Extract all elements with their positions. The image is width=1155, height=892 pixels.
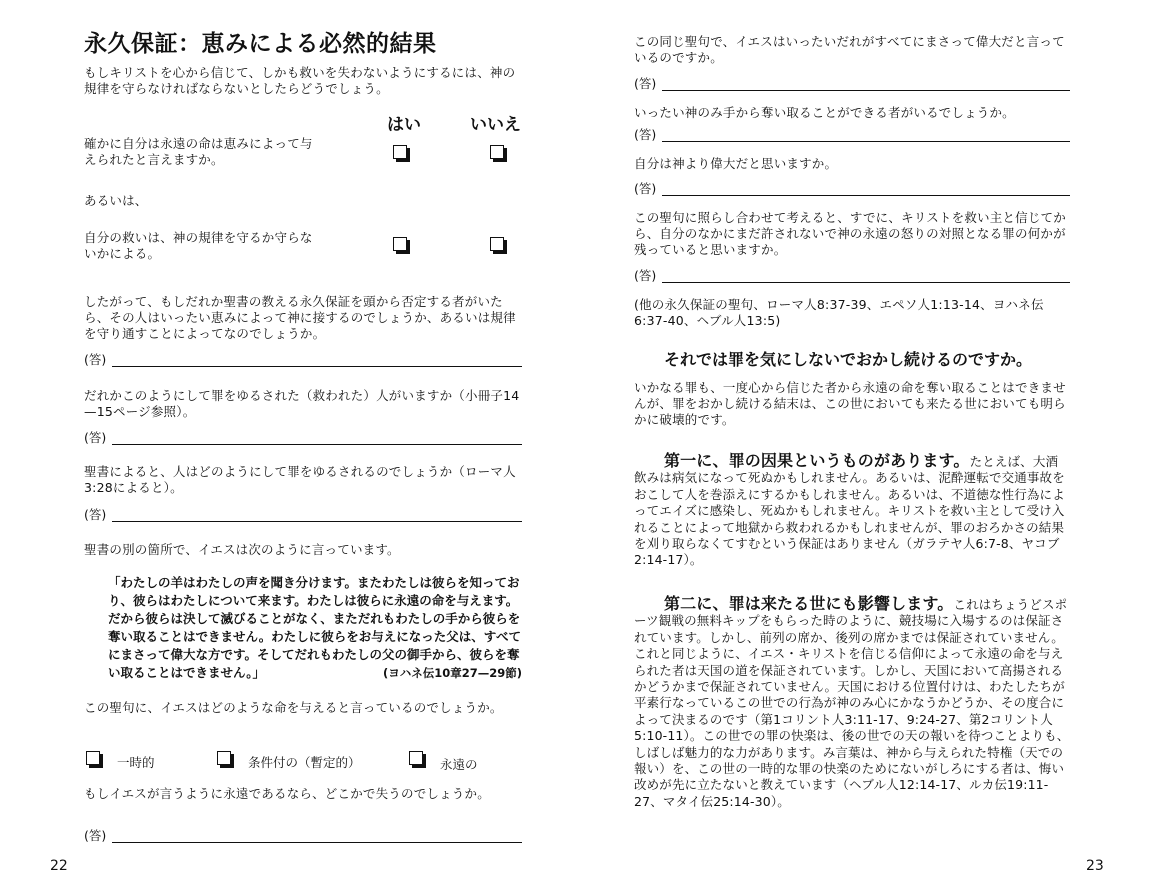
answer-line-3[interactable] (84, 507, 522, 523)
paragraph-denial: したがって、もしだれか聖書の教える永久保証を頭から否定する者がいたら、その人はいったい恵みによって神に接するのでしょうか、あるいは規律を守り通すことによってなのでしょうか。 (84, 294, 516, 341)
paragraph-second-consequence (634, 596, 1070, 810)
option-eternal-checkbox[interactable] (409, 751, 423, 765)
rules-no-checkbox[interactable] (490, 237, 504, 251)
paragraph-first-consequence (634, 453, 1070, 569)
answer-line-1[interactable] (84, 352, 522, 368)
option-temporary-label: 一時的 (117, 755, 155, 770)
page-number-right: 23 (1086, 858, 1104, 874)
answer-label: (答) (84, 430, 107, 445)
answer-line-6[interactable] (634, 127, 1070, 143)
answer-label: (答) (84, 507, 107, 522)
answer-line-5[interactable] (634, 76, 1070, 92)
answer-label: (答) (634, 181, 657, 196)
answer-line-7[interactable] (634, 181, 1070, 197)
section-subheading: それでは罪を気にしないでおかし続けるのですか。 (664, 350, 1033, 369)
paragraph-forgiven: だれかこのようにして罪をゆるされた（救われた）人がいますか（小冊子14—15ページ参照）。 (84, 388, 520, 419)
quote-text: 「わたしの羊はわたしの声を聞き分けます。またわたしは彼らを知っており、彼らはわたしについて来ます。わたしは彼らに永遠の命を与えます。だから彼らは決して滅びることがなく、まただれもわたしの手から彼らを奪い取ることはできません。わたしに彼らをお与えになった父は、すべてにまさって偉大な方です。そしてだれもわたしの父の御手から、彼らを奪い取ることはできません。」 (108, 575, 522, 680)
question-snatch: いったい神のみ手から奪い取ることができる者がいるでしょうか。 (634, 105, 1015, 120)
answer-label: (答) (634, 127, 657, 142)
question-who-greater: この同じ聖句で、イエスはいったいだれがすべてにまさって偉大だと言っているのですか。 (634, 34, 1065, 65)
paragraph-lose: もしイエスが言うように永遠であるなら、どこかで失うのでしょうか。 (84, 786, 490, 801)
rules-yes-checkbox[interactable] (393, 237, 407, 251)
no-column-header: いいえ (470, 115, 521, 135)
answer-label: (答) (634, 76, 657, 91)
grace-no-checkbox[interactable] (490, 145, 504, 159)
answer-label: (答) (84, 828, 107, 843)
question-grace: 確かに自分は永遠の命は恵みによって与えられたと言えますか。 (84, 136, 313, 167)
paragraph-what-life: この聖句に、イエスはどのような命を与えると言っているのでしょうか。 (84, 700, 503, 715)
section-intro: いかなる罪も、一度心から信じた者から永遠の命を奪い取ることはできませんが、罪をおかし続ける結末は、この世においても来たる世においても明らかに破壊的です。 (634, 380, 1066, 427)
question-rules: 自分の救いは、神の規律を守るか守らないかによる。 (84, 230, 313, 261)
question-unforgiven-sin: この聖句に照らし合わせて考えると、すでに、キリストを救い主と信じてから、自分のなかにまだ許されないで神の永遠の怒りの対照となる罪の何かが残っていると思いますか。 (634, 210, 1066, 257)
option-conditional-label: 条件付の（暫定的） (248, 755, 361, 770)
scripture-quote (108, 574, 522, 682)
left-page (0, 0, 577, 892)
paragraph-how-forgiven: 聖書によると、人はどのようにして罪をゆるされるのでしょうか（ローマ人3:28によると）。 (84, 464, 516, 495)
yes-column-header: はい (387, 115, 421, 135)
answer-line-4[interactable] (84, 828, 522, 844)
question-greater-than-god: 自分は神より偉大だと思いますか。 (634, 156, 838, 171)
answer-label: (答) (634, 268, 657, 283)
option-conditional-checkbox[interactable] (217, 751, 231, 765)
right-page (578, 0, 1155, 892)
grace-yes-checkbox[interactable] (393, 145, 407, 159)
option-eternal-label: 永遠の (440, 757, 478, 772)
answer-label: (答) (84, 352, 107, 367)
paragraph-jesus-says: 聖書の別の箇所で、イエスは次のように言っています。 (84, 542, 400, 557)
or-text: あるいは、 (84, 193, 148, 208)
answer-line-8[interactable] (634, 268, 1070, 284)
second-consequence-lead: 第二に、罪は来たる世にも影響します。 (664, 594, 954, 613)
intro-text: もしキリストを心から信じて、しかも救いを失わないようにするには、神の規律を守らなければならないとしたらどうでしょう。 (84, 65, 516, 96)
other-references: (他の永久保証の聖句、ローマ人8:37-39、エペソ人1:13-14、ヨハネ伝6:37-40、ヘブル人13:5) (634, 297, 1044, 328)
first-consequence-body: たとえば、大酒飲みは病気になって死ぬかもしれません。あるいは、泥酔運転で交通事故をおこして人を巻添えにするかもしれません。あるいは、不道徳な性行為によってエイズに感染し、死ぬかもしれません。キリストを救い主として受け入れることによって地獄から救われるかもしれませんが、罪のおろかさの結果を刈り取らなくてすむという保証はありません（ガラテヤ人6:7-8、ヤコブ2:14-17）。 (634, 454, 1065, 568)
quote-reference: (ヨハネ伝10章27—29節) (382, 666, 522, 680)
answer-line-2[interactable] (84, 430, 522, 446)
option-temporary-checkbox[interactable] (86, 751, 100, 765)
page-number-left: 22 (50, 858, 68, 874)
second-consequence-body: これはちょうどスポーツ観戦の無料キップをもらった時のように、競技場に入場するのは保証されています。しかし、前列の席か、後列の席かまでは保証されていません。これと同じように、イエス・キリストを信じる信仰によって永遠の命を与えられた者は天国の道を保証されています。しかし、天国において高揚されるかどうかまで保証されていません。天国における位置付けは、わたしたちが平素行なっているこの世での行為が神のみ心にかなうかどうか、その度合によって決まるのです（第1コリント人3:11-17、9:24-27、第2コリント人5:10-11）。この世での罪の快楽は、後の世での天の報いを待つことよりも、しばしば魅力的な力があります。み言葉は、神から与えられた特権（天での報い）を、この世の一時的な罪の快楽のためにないがしろにする者は、悔い改めが先に立たないと教えています（ヘブル人12:14-17、ルカ伝19:11-27、マタイ伝25:14-30）。 (634, 597, 1070, 809)
first-consequence-lead: 第一に、罪の因果というものがあります。 (664, 451, 970, 470)
page-title: 永久保証：恵みによる必然的結果 (84, 31, 437, 57)
